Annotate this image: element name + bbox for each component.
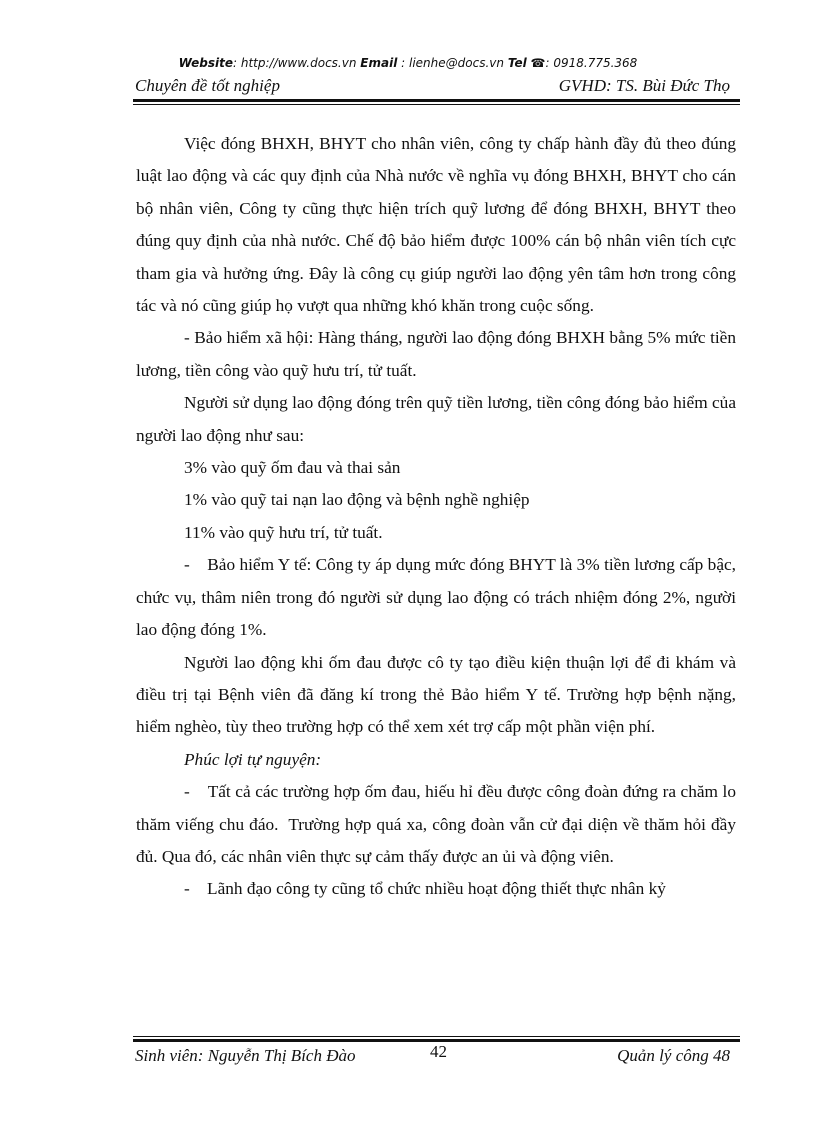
email-label: Email [360,56,398,70]
paragraph: Người sử dụng lao động đóng trên quỹ tiền lương, tiền công đóng bảo hiểm của người lao động như sau: [136,393,736,445]
tel-value: : 0918.775.368 [545,56,638,70]
website-label: Website [178,56,233,70]
header-right: GVHD: TS. Bùi Đức Thọ [558,76,730,95]
footer-right: Quản lý công 48 [617,1046,730,1065]
page-header [135,76,738,98]
website-value: : http://www.docs.vn [233,56,357,70]
footer-left: Sinh viên: Nguyễn Thị Bích Đào [135,1046,356,1065]
page-footer [135,1042,738,1070]
footer-rule-thin [133,1036,740,1037]
paragraph: - Lãnh đạo công ty cũng tổ chức nhiều hoạt động thiết thực nhân kỷ [184,879,666,899]
header-rule-thin [133,104,740,105]
paragraph: - Bảo hiểm xã hội: Hàng tháng, người lao động đóng BHXH bằng 5% mức tiền lương, tiền công vào quỹ hưu trí, tử tuất. [136,328,736,380]
phone-icon: ☎ [530,56,546,70]
header-left: Chuyên đề tốt nghiệp [135,76,280,95]
list-item: 3% vào quỹ ốm đau và thai sản [184,458,401,478]
header-rule-thick [133,99,740,102]
page-number: 42 [430,1042,447,1061]
paragraph: Việc đóng BHXH, BHYT cho nhân viên, công ty chấp hành đầy đủ theo đúng luật lao động và các quy định của Nhà nước về nghĩa vụ đóng BHXH, BHYT cho cán bộ nhân viên, Công ty cũng thực hiện trích quỹ lương để đóng BHXH, BHYT theo đúng quy định của nhà nước. Chế độ bảo hiểm được 100% cán bộ nhân viên tích cực tham gia và hưởng ứng. Đây là công cụ giúp người lao động yên tâm hơn trong công tác và nó cũng giúp họ vượt qua những khó khăn trong cuộc sống. [136,134,736,316]
paragraph: - Tất cả các trường hợp ốm đau, hiếu hỉ đều được công đoàn đứng ra chăm lo thăm viếng chu đáo. Trường hợp quá xa, công đoàn vẫn cử đại diện về thăm hỏi đầy đủ. Qua đó, các nhân viên thực sự cảm thấy được an ủi và động viên. [136,782,741,866]
email-value: : lienhe@docs.vn [401,56,504,70]
body-text [136,128,741,906]
list-item: 1% vào quỹ tai nạn lao động và bệnh nghề nghiệp [184,490,530,510]
top-banner [0,56,816,70]
tel-label: Tel [507,56,527,70]
list-item: 11% vào quỹ hưu trí, tử tuất. [184,522,383,542]
section-heading: Phúc lợi tự nguyện: [184,749,322,769]
paragraph: Người lao động khi ốm đau được cô ty tạo điều kiện thuận lợi để đi khám và điều trị tại Bệnh viên đã đăng kí trong thẻ Bảo hiểm Y tế. Trường hợp bệnh nặng, hiểm nghèo, tùy theo trường hợp có thể xem xét trợ cấp một phần viện phí. [136,652,736,737]
paragraph: - Bảo hiểm Y tế: Công ty áp dụng mức đóng BHYT là 3% tiền lương cấp bậc, chức vụ, thâm niên trong đó người sử dụng lao động có trách nhiệm đóng 2%, người lao động đóng 1%. [136,555,741,640]
